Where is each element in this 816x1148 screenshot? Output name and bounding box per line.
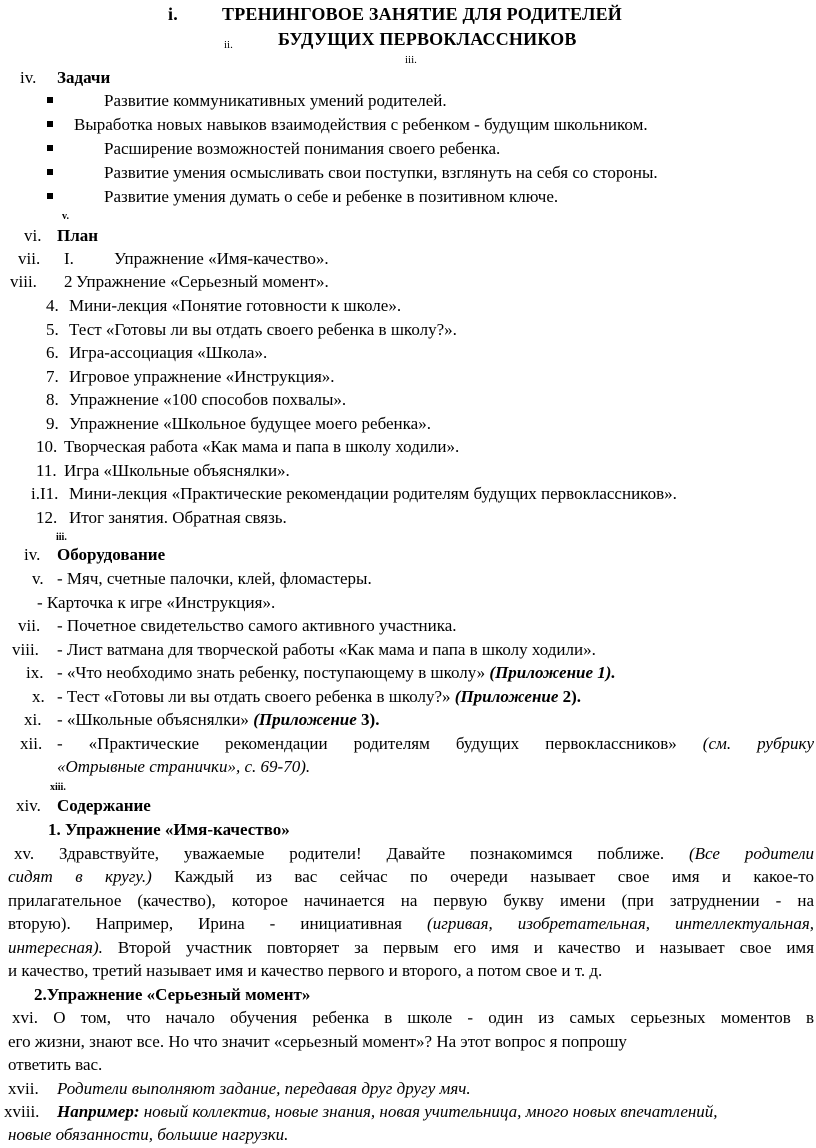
equipment-item <box>57 663 616 683</box>
bullet-icon <box>47 97 53 103</box>
task-item: Развитие умения осмысливать свои поступки, взглянуть на себя со стороны. <box>104 163 658 182</box>
content-heading: Содержание <box>57 796 151 815</box>
paragraph-line <box>8 914 814 934</box>
document-title: ТРЕНИНГОВОЕ ЗАНЯТИЕ ДЛЯ РОДИТЕЛЕЙ <box>222 4 623 24</box>
appendix-ref-number: 2). <box>562 687 582 706</box>
paragraph-italic: (игривая, изобретательная, интеллектуальная, <box>427 914 814 933</box>
paragraph-line <box>8 938 814 958</box>
plan-item: Упражнение «Школьное будущее моего ребенка». <box>69 414 431 433</box>
equipment-item-number: viii. <box>12 640 39 659</box>
plan-item: Упражнение «Имя-качество». <box>114 249 329 268</box>
plan-item-number: 2 <box>64 272 73 291</box>
plan-item-number: 11. <box>36 461 57 480</box>
paragraph-italic: Родители выполняют задание, передавая друг другу мяч. <box>57 1079 471 1098</box>
equipment-item <box>57 687 581 707</box>
paragraph-line: ответить вас. <box>8 1055 103 1074</box>
bullet-icon <box>47 193 53 199</box>
equipment-item-text: - «Что необходимо знать ребенку, поступающему в школу» <box>57 663 486 682</box>
equipment-item-number: xi. <box>24 710 42 729</box>
paragraph-line <box>8 867 814 887</box>
task-item: Расширение возможностей понимания своего ребенка. <box>104 139 501 158</box>
plan-item: Тест «Готовы ли вы отдать своего ребенка в школу?». <box>69 320 457 339</box>
paragraph-text: Каждый из вас сейчас по очереди называет свое имя и какое-то <box>174 867 814 886</box>
plan-item: Игровое упражнение «Инструкция». <box>69 367 335 386</box>
paragraph-line <box>8 1008 814 1028</box>
plan-item-number: 5. <box>46 320 59 339</box>
exercise1-title: 1. Упражнение «Имя-качество» <box>48 820 290 839</box>
appendix-ref: (Приложение <box>454 687 559 706</box>
bullet-icon <box>47 121 53 127</box>
plan-item-number: 8. <box>46 390 59 409</box>
plan-item-number: I. <box>64 249 74 268</box>
plan-prefix: viii. <box>10 272 37 291</box>
paragraph-line: и качество, третий называет имя и качество первого и второго, а потом свое и т. д. <box>8 961 603 980</box>
equipment-item-number: ix. <box>26 663 44 682</box>
plan-heading: План <box>57 226 99 245</box>
tasks-heading: Задачи <box>57 68 111 87</box>
plan-item-number: 6. <box>46 343 59 362</box>
equipment-item-text: - Тест «Готовы ли вы отдать своего ребенка в школу?» <box>57 687 451 706</box>
appendix-ref-number: 3). <box>361 710 380 729</box>
plan-item: Упражнение «Серьезный момент». <box>76 272 329 291</box>
exercise2-title: 2.Упражнение «Серьезный момент» <box>34 985 311 1004</box>
plan-number: vi. <box>24 226 42 245</box>
paragraph-italic: сидят в кругу.) <box>8 867 152 886</box>
equipment-item-number: xii. <box>20 734 43 753</box>
equipment-item-number: vii. <box>18 616 41 635</box>
plan-item-number: 9. <box>46 414 59 433</box>
plan-item-number: i.I1. <box>31 484 59 503</box>
appendix-ref: (Приложение <box>253 710 357 729</box>
task-item: Развитие коммуникативных умений родителей. <box>104 91 447 110</box>
plan-item: Мини-лекция «Практические рекомендации родителям будущих первоклассников». <box>69 484 677 503</box>
equipment-heading: Оборудование <box>57 545 166 564</box>
paragraph-line <box>8 891 814 911</box>
equipment-item-number: v. <box>32 569 44 588</box>
subtitle-number: ii. <box>224 39 233 51</box>
document-subtitle: БУДУЩИХ ПЕРВОКЛАССНИКОВ <box>278 29 577 49</box>
plan-item-number: 7. <box>46 367 59 386</box>
paragraph-text: Здравствуйте, уважаемые родители! Давайте познакомимся поближе. <box>59 844 665 863</box>
paragraph-number: xviii. <box>4 1102 40 1121</box>
paragraph-line <box>57 1102 718 1122</box>
equipment-item-number: x. <box>32 687 45 706</box>
plan-item: Игра «Школьные объяснялки». <box>64 461 290 480</box>
content-number: xiv. <box>16 796 41 815</box>
equipment-item: - Карточка к игре «Инструкция». <box>37 593 276 612</box>
plan-item-number: 10. <box>36 437 58 456</box>
list-marker: v. <box>62 211 69 222</box>
rubric-ref-cont: «Отрывные странички», с. 69-70). <box>57 757 311 776</box>
paragraph-line <box>8 844 814 864</box>
paragraph-number: xv. <box>14 844 35 863</box>
paragraph-italic: новые обязанности, большие нагрузки. <box>8 1125 289 1144</box>
equipment-item: - Мяч, счетные палочки, клей, фломастеры. <box>57 569 372 588</box>
plan-item: Упражнение «100 способов похвалы». <box>69 390 347 409</box>
task-item: Развитие умения думать о себе и ребенке в позитивном ключе. <box>104 187 559 206</box>
equipment-item: - Лист ватмана для творческой работы «Как мама и папа в школу ходили». <box>57 640 596 659</box>
task-item: Выработка новых навыков взаимодействия с ребенком - будущим школьником. <box>74 115 648 134</box>
paragraph-text: вторую). Например, Ирина - инициативная <box>8 914 402 933</box>
subtitle-marker: iii. <box>405 54 417 66</box>
paragraph-italic: интересная). <box>8 938 103 957</box>
example-label: Например: <box>57 1102 140 1121</box>
paragraph-italic: (Все родители <box>689 844 815 863</box>
paragraph-number: xvi. <box>12 1008 38 1027</box>
equipment-item <box>57 734 814 754</box>
paragraph-text: О том, что начало обучения ребенка в школе - один из самых серьезных моментов в <box>53 1008 814 1027</box>
equipment-item <box>57 710 379 730</box>
plan-item: Мини-лекция «Понятие готовности к школе». <box>69 296 402 315</box>
rubric-ref: (см. рубрику <box>702 734 814 753</box>
paragraph-text: Второй участник повторяет за первым его имя и качество и называет свое имя <box>117 938 815 957</box>
paragraph-italic: новый коллектив, новые знания, новая учительница, много новых впечатлений, <box>143 1102 718 1121</box>
plan-item-number: 12. <box>36 508 58 527</box>
paragraph-number: xvii. <box>8 1079 39 1098</box>
paragraph-text: прилагательное (качество), которое начинается на первую букву имени (при затруднении - на <box>8 891 814 910</box>
tasks-number: iv. <box>20 68 37 87</box>
equipment-item-text: - «Школьные объяснялки» <box>57 710 249 729</box>
plan-prefix: vii. <box>18 249 41 268</box>
title-number: i. <box>168 4 178 24</box>
bullet-icon <box>47 145 53 151</box>
paragraph-line: его жизни, знают все. Но что значит «серьезный момент»? На этот вопрос я попрошу <box>8 1032 627 1051</box>
equipment-item: - Почетное свидетельство самого активного участника. <box>57 616 457 635</box>
plan-item: Творческая работа «Как мама и папа в школу ходили». <box>64 437 460 456</box>
appendix-ref: (Приложение 1). <box>489 663 616 682</box>
equipment-item-text: - «Практические рекомендации родителям будущих первоклассников» <box>57 734 677 753</box>
equipment-number: iv. <box>24 545 41 564</box>
plan-item: Игра-ассоциация «Школа». <box>69 343 268 362</box>
plan-item-number: 4. <box>46 296 59 315</box>
list-marker: xiii. <box>50 782 66 793</box>
plan-item: Итог занятия. Обратная связь. <box>69 508 287 527</box>
bullet-icon <box>47 169 53 175</box>
list-marker: iii. <box>56 532 67 543</box>
